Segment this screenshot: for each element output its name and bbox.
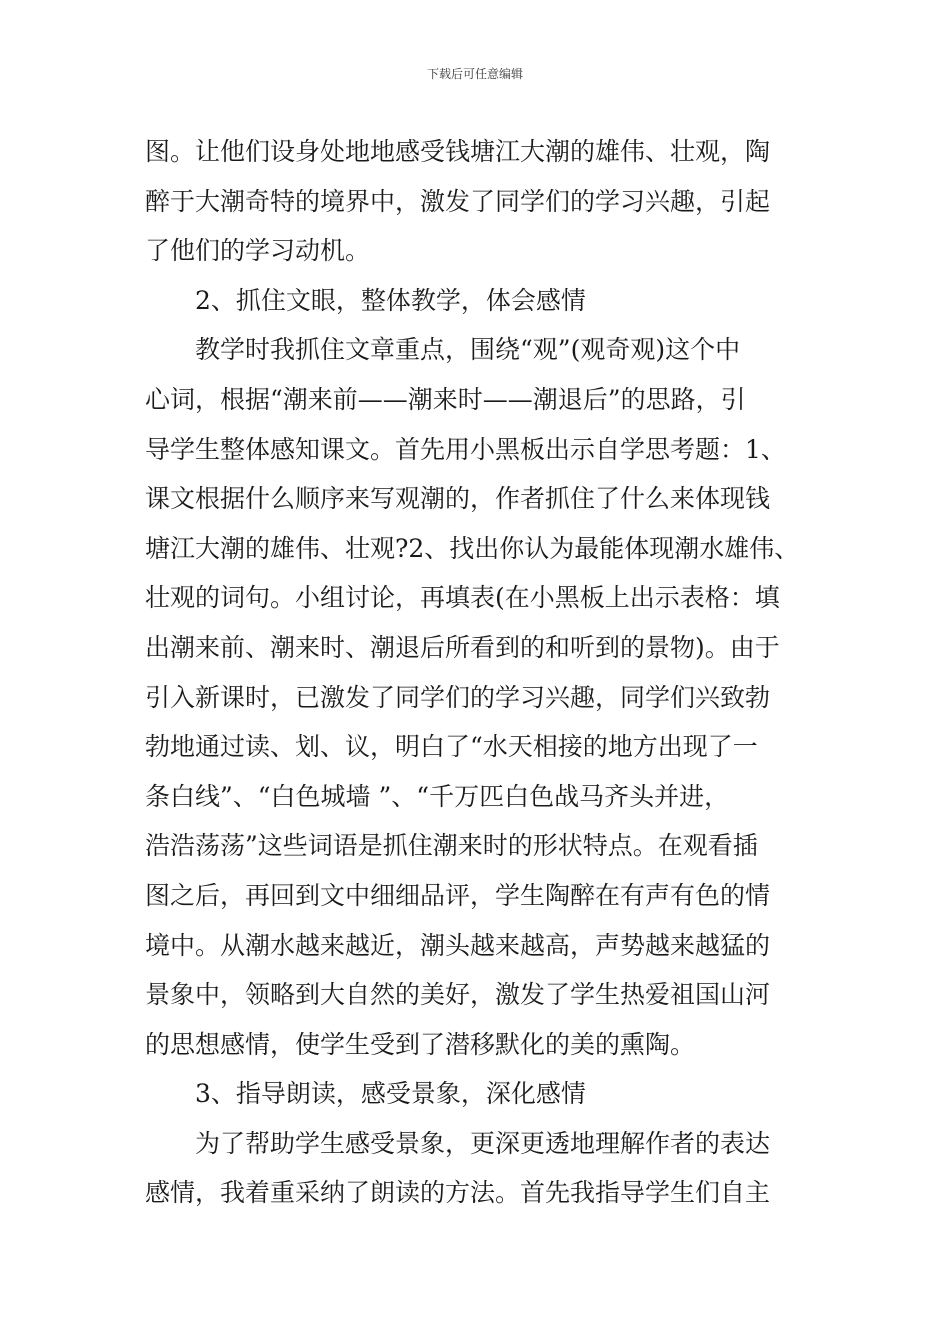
page-header: 下载后可任意编辑 (426, 67, 523, 81)
text-line: 浩浩荡荡”这些词语是抓住潮来时的形状特点。在观看插 (145, 831, 758, 861)
section-heading: 3、指导朗读，感受景象，深化感情 (195, 1079, 586, 1109)
paragraph-start: 为了帮助学生感受景象，更深更透地理解作者的表达 (195, 1128, 771, 1158)
paragraph-start: 教学时我抓住文章重点，围绕“观”(观奇观)这个中 (195, 335, 741, 365)
text-line: 境中。从潮水越来越近，潮头越来越高，声势越来越猛的 (145, 930, 771, 960)
text-line: 出潮来前、潮来时、潮退后所看到的和听到的景物)。由于 (145, 632, 780, 662)
text-line: 的思想感情，使学生受到了潜移默化的美的熏陶。 (145, 1029, 696, 1059)
text-line: 景象中，领略到大自然的美好，激发了学生热爱祖国山河 (145, 980, 771, 1010)
text-line: 引入新课时，已激发了同学们的学习兴趣，同学们兴致勃 (145, 682, 771, 712)
text-line: 了他们的学习动机。 (145, 236, 371, 266)
text-line: 塘江大潮的雄伟、壮观?2、找出你认为最能体现潮水雄伟、 (145, 533, 800, 563)
text-line: 图之后，再回到文中细细品评，学生陶醉在有声有色的情 (145, 880, 771, 910)
section-heading: 2、抓住文眼，整体教学，体会感情 (195, 285, 586, 315)
text-line: 导学生整体感知课文。首先用小黑板出示自学思考题：1、 (145, 434, 786, 464)
text-line: 壮观的词句。小组讨论，再填表(在小黑板上出示表格：填 (145, 583, 780, 613)
text-line: 图。让他们设身处地地感受钱塘江大潮的雄伟、壮观，陶 (145, 137, 771, 166)
text-line: 心词，根据“潮来前——潮来时——潮退后”的思路，引 (145, 384, 746, 414)
text-line: 醉于大潮奇特的境界中，激发了同学们的学习兴趣，引起 (145, 186, 771, 216)
text-line: 勃地通过读、划、议，明白了“水天相接的地方出现了一 (145, 732, 758, 762)
text-line: 课文根据什么顺序来写观潮的，作者抓住了什么来体现钱 (145, 484, 771, 514)
text-line: 感情，我着重采纳了朗读的方法。首先我指导学生们自主 (145, 1178, 771, 1208)
text-line: 条白线”、“白色城墙 ”、“千万匹白色战马齐头并进， (145, 781, 730, 811)
document-body (145, 127, 815, 1218)
